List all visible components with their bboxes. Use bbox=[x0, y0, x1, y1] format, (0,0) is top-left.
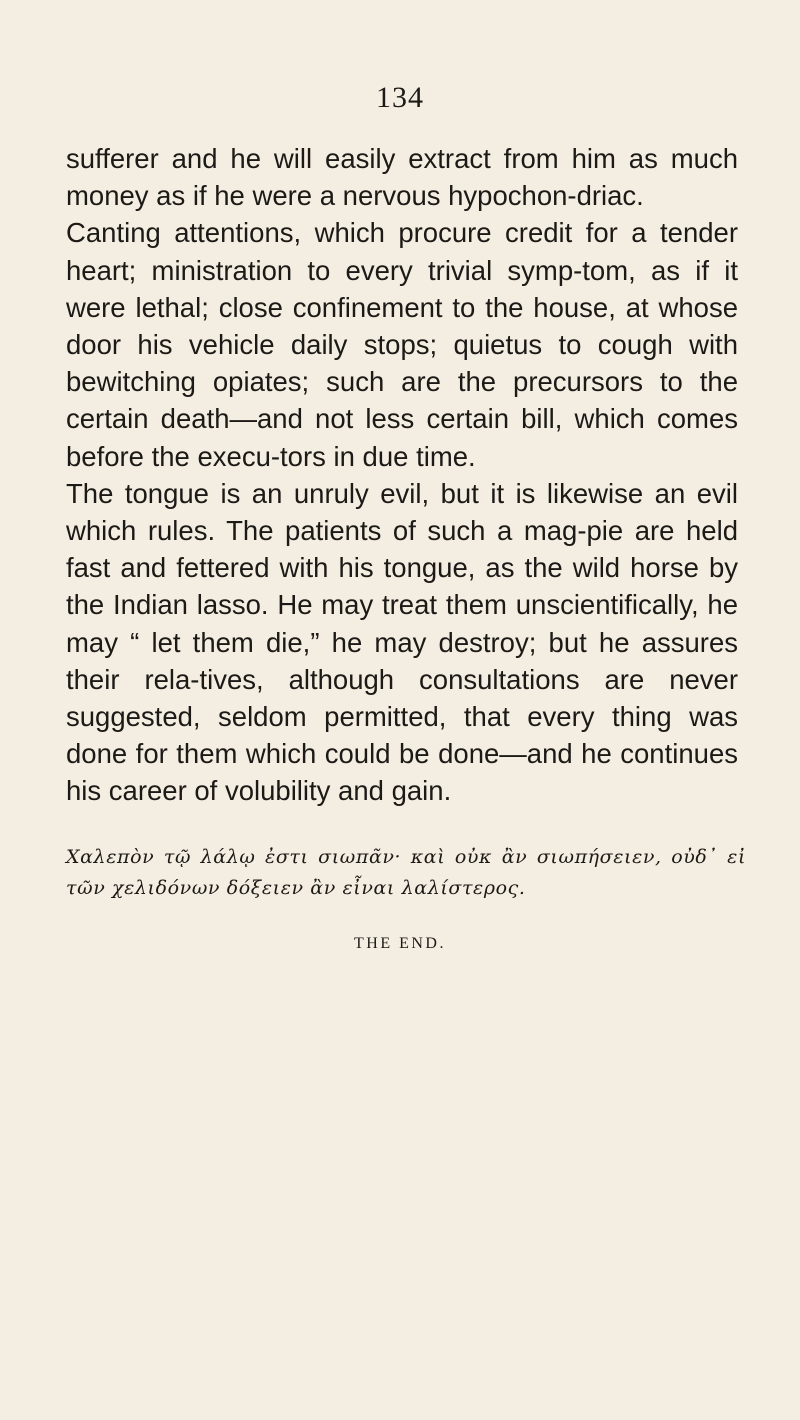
paragraph-3: The tongue is an unruly evil, but it is likewise an evil which rules. The patients of such a mag-pie are held fast and fettered with his tongue, as the wild horse by the Indian lasso. He may treat them unscientifically, he may “ let them die,” he may destroy; but he assures their rela-tives, although consultations are never suggested, seldom permitted, that every thing was done for them which could be done—and he continues his career of volubility and gain. bbox=[66, 477, 738, 807]
paragraph-2: Canting attentions, which procure credit for a tender heart; ministration to every trivial symp-tom, as if it were lethal; close confinement to the house, at whose door his vehicle daily stops; quietus to cough with bewitching opiates; such are the precursors to the certain death—and not less certain bill, which comes before the execu-tors in due time. bbox=[66, 217, 738, 472]
the-end-label: THE END. bbox=[354, 935, 446, 952]
greek-quotation: Χαλεπὸν τῷ λάλῳ ἐστι σιωπᾶν· καὶ οὐκ ἂν σιωπήσειεν, οὐδ᾽ εἰ τῶν χελιδόνων δόξειεν ἂν εἶναι λαλίστερος. bbox=[66, 846, 746, 899]
page-number: 134 bbox=[376, 81, 424, 114]
paragraph-1: sufferer and he will easily extract from him as much money as if he were a nervous hypochon-driac. bbox=[66, 143, 738, 212]
body-text bbox=[66, 140, 738, 810]
